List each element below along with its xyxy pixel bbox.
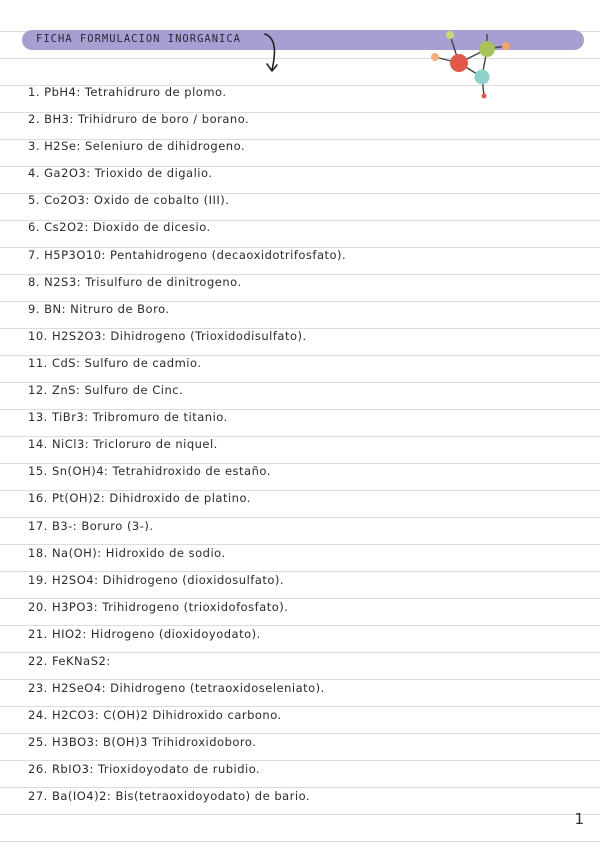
formula-entry: 1. PbH4: Tetrahidruro de plomo. [28,85,227,99]
formula-entry: 23. H2SeO4: Dihidrogeno (tetraoxidoseleniato). [28,681,325,696]
formula-entry: 19. H2SO4: Dihidrogeno (dioxidosulfato). [28,572,285,587]
formula-entry: 12. ZnS: Sulfuro de Cinc. [28,383,184,398]
formula-entry: 13. TiBr3: Tribromuro de titanio. [28,410,228,425]
hand-drawn-arrow-icon [262,32,284,76]
formula-entry: 5. Co2O3: Oxido de cobalto (III). [28,193,230,208]
formula-entry: 15. Sn(OH)4: Tetrahidroxido de estaño. [28,464,271,479]
formula-entry: 10. H2S2O3: Dihidrogeno (Trioxidodisulfato). [28,328,307,343]
formula-entry: 6. Cs2O2: Dioxido de dicesio. [28,220,211,235]
formula-entry: 2. BH3: Trihidruro de boro / borano. [28,112,250,127]
page-number: 1 [574,810,584,828]
formula-entry: 17. B3-: Boruro (3-). [28,518,154,533]
formula-entry: 21. HIO2: Hidrogeno (dioxidoyodato). [28,626,261,641]
formula-list [28,79,568,811]
formula-entry: 24. H2CO3: C(OH)2 Dihidroxido carbono. [28,708,282,723]
formula-entry: 25. H3BO3: B(OH)3 Trihidroxidoboro. [28,735,257,750]
formula-entry: 3. H2Se: Seleniuro de dihidrogeno. [28,139,246,154]
page-title: FICHA FORMULACION INORGANICA [36,33,242,45]
formula-entry: 20. H3PO3: Trihidrogeno (trioxidofosfato). [28,599,289,614]
formula-entry: 9. BN: Nitruro de Boro. [28,301,170,316]
formula-entry: 27. Ba(IO4)2: Bis(tetraoxidoyodato) de bario. [28,789,311,804]
formula-entry: 7. H5P3O10: Pentahidrogeno (decaoxidotrifosfato). [28,247,347,262]
formula-entry: 8. N2S3: Trisulfuro de dinitrogeno. [28,274,242,289]
formula-entry: 4. Ga2O3: Trioxido de digalio. [28,166,213,181]
formula-entry: 16. Pt(OH)2: Dihidroxido de platino. [28,491,251,506]
formula-entry: 22. FeKNaS2: [28,653,111,668]
formula-entry: 11. CdS: Sulfuro de cadmio. [28,355,202,370]
formula-entry: 26. RbIO3: Trioxidoyodato de rubidio. [28,762,261,777]
formula-entry: 18. Na(OH): Hidroxido de sodio. [28,545,226,560]
formula-entry: 14. NiCl3: Tricloruro de niquel. [28,437,218,452]
